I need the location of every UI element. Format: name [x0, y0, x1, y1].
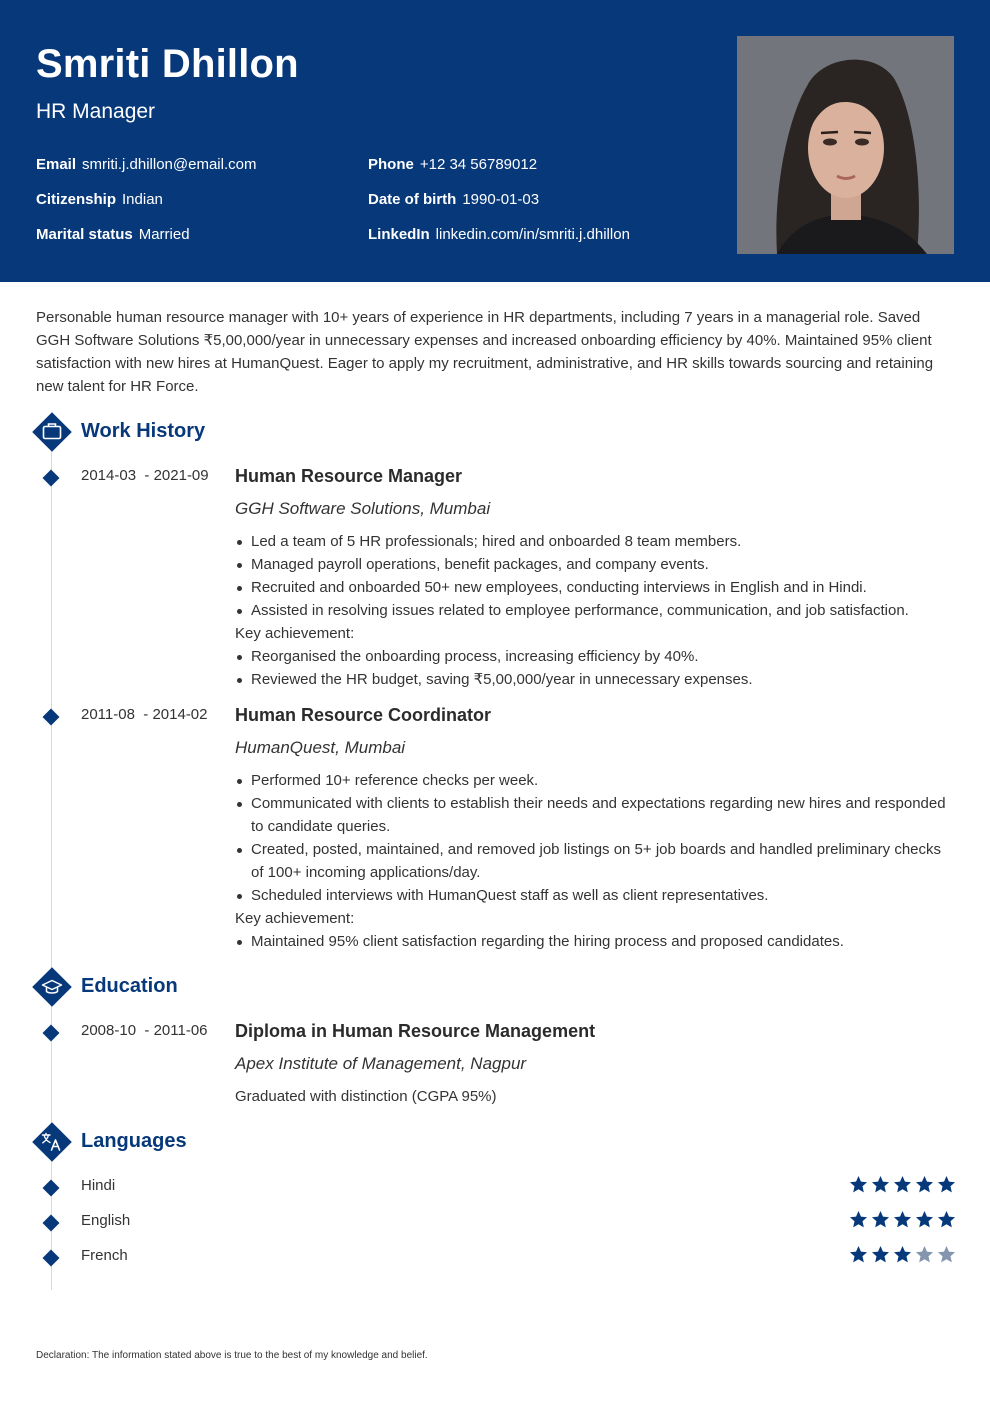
job-dates: 2011-08 - 2014-02 — [81, 706, 208, 723]
job-duties-list — [235, 530, 955, 691]
languages-heading: Languages — [81, 1130, 187, 1152]
star-filled-icon — [893, 1210, 912, 1229]
briefcase-icon — [31, 411, 73, 453]
timeline-line — [51, 447, 52, 1290]
list-item: Managed payroll operations, benefit packages, and company events. — [235, 553, 955, 576]
language-rating — [849, 1245, 956, 1264]
candidate-name: Smriti Dhillon — [36, 42, 299, 86]
profile-summary: Personable human resource manager with 10+ years of experience in HR departments, including 7 years in a managerial role. Saved GGH Software Solutions ₹5,00,000/year in unnecessary expenses and increased onboarding efficiency by 40%. Maintained 95% client satisfaction with new hires at HumanQuest. Eager to apply my recruitment, administrative, and HR skills towards sourcing and retaining new talent for HR Force. — [36, 309, 934, 395]
declaration-text: Declaration: The information stated above is true to the best of my knowledge and belief. — [36, 1350, 428, 1361]
timeline-marker — [43, 1250, 60, 1267]
translate-icon — [31, 1121, 73, 1163]
star-filled-icon — [849, 1245, 868, 1264]
language-name: French — [81, 1247, 128, 1264]
job-title: Human Resource Coordinator — [235, 705, 492, 725]
work-history-heading: Work History — [81, 420, 206, 442]
list-item: Created, posted, maintained, and removed job listings on 5+ job boards and handled preliminary checks of 100+ incoming applications/day. — [235, 838, 955, 884]
star-filled-icon — [871, 1175, 890, 1194]
contact-linkedin: LinkedIn linkedin.com/in/smriti.j.dhillon — [368, 226, 630, 243]
language-rating — [849, 1210, 956, 1229]
list-item: Assisted in resolving issues related to employee performance, communication, and job satisfaction. — [235, 599, 955, 622]
star-filled-icon — [849, 1210, 868, 1229]
timeline-marker — [43, 1180, 60, 1197]
resume-header — [0, 0, 990, 282]
star-filled-icon — [937, 1175, 956, 1194]
contact-phone: Phone +12 34 56789012 — [368, 156, 538, 173]
education-school: Apex Institute of Management, Nagpur — [235, 1054, 527, 1073]
language-rating — [849, 1175, 956, 1194]
star-filled-icon — [871, 1245, 890, 1264]
list-item: Scheduled interviews with HumanQuest staff as well as client representatives. — [235, 884, 955, 907]
graduation-cap-icon — [31, 966, 73, 1008]
timeline-marker — [43, 470, 60, 487]
education-heading: Education — [81, 975, 178, 997]
star-filled-icon — [871, 1210, 890, 1229]
list-item: Reviewed the HR budget, saving ₹5,00,000/year in unnecessary expenses. — [235, 668, 955, 691]
timeline-marker — [43, 1025, 60, 1042]
list-item: Recruited and onboarded 50+ new employees, conducting interviews in English and in Hindi. — [235, 576, 955, 599]
star-empty-icon — [915, 1245, 934, 1264]
job-title: Human Resource Manager — [235, 466, 463, 486]
contact-citizenship: Citizenship Indian — [36, 191, 163, 208]
star-filled-icon — [849, 1175, 868, 1194]
candidate-role: HR Manager — [36, 100, 156, 123]
star-filled-icon — [937, 1210, 956, 1229]
education-dates: 2008-10 - 2011-06 — [81, 1022, 208, 1039]
list-item: Led a team of 5 HR professionals; hired and onboarded 8 team members. — [235, 530, 955, 553]
star-filled-icon — [893, 1175, 912, 1194]
list-item: Maintained 95% client satisfaction regarding the hiring process and proposed candidates. — [235, 930, 955, 953]
list-item: Performed 10+ reference checks per week. — [235, 769, 955, 792]
language-name: Hindi — [81, 1177, 116, 1194]
education-note: Graduated with distinction (CGPA 95%) — [235, 1088, 497, 1105]
list-item: Reorganised the onboarding process, increasing efficiency by 40%. — [235, 645, 955, 668]
star-filled-icon — [915, 1175, 934, 1194]
contact-marital-status: Marital status Married — [36, 226, 190, 243]
contact-email: Email smriti.j.dhillon@email.com — [36, 156, 257, 173]
job-dates: 2014-03 - 2021-09 — [81, 467, 209, 484]
key-achievement-label: Key achievement: — [235, 625, 355, 642]
star-filled-icon — [893, 1245, 912, 1264]
key-achievement-label: Key achievement: — [235, 910, 355, 927]
language-name: English — [81, 1212, 131, 1229]
job-company: GGH Software Solutions, Mumbai — [235, 499, 491, 518]
job-duties-list — [235, 769, 955, 953]
contact-date-of-birth: Date of birth 1990-01-03 — [368, 191, 540, 208]
star-empty-icon — [937, 1245, 956, 1264]
timeline-marker — [43, 709, 60, 726]
timeline-marker — [43, 1215, 60, 1232]
star-filled-icon — [915, 1210, 934, 1229]
job-company: HumanQuest, Mumbai — [235, 738, 406, 757]
profile-photo — [737, 36, 954, 254]
education-degree: Diploma in Human Resource Management — [235, 1021, 596, 1041]
list-item: Communicated with clients to establish their needs and expectations regarding new hires and responded to candidate queries. — [235, 792, 955, 838]
